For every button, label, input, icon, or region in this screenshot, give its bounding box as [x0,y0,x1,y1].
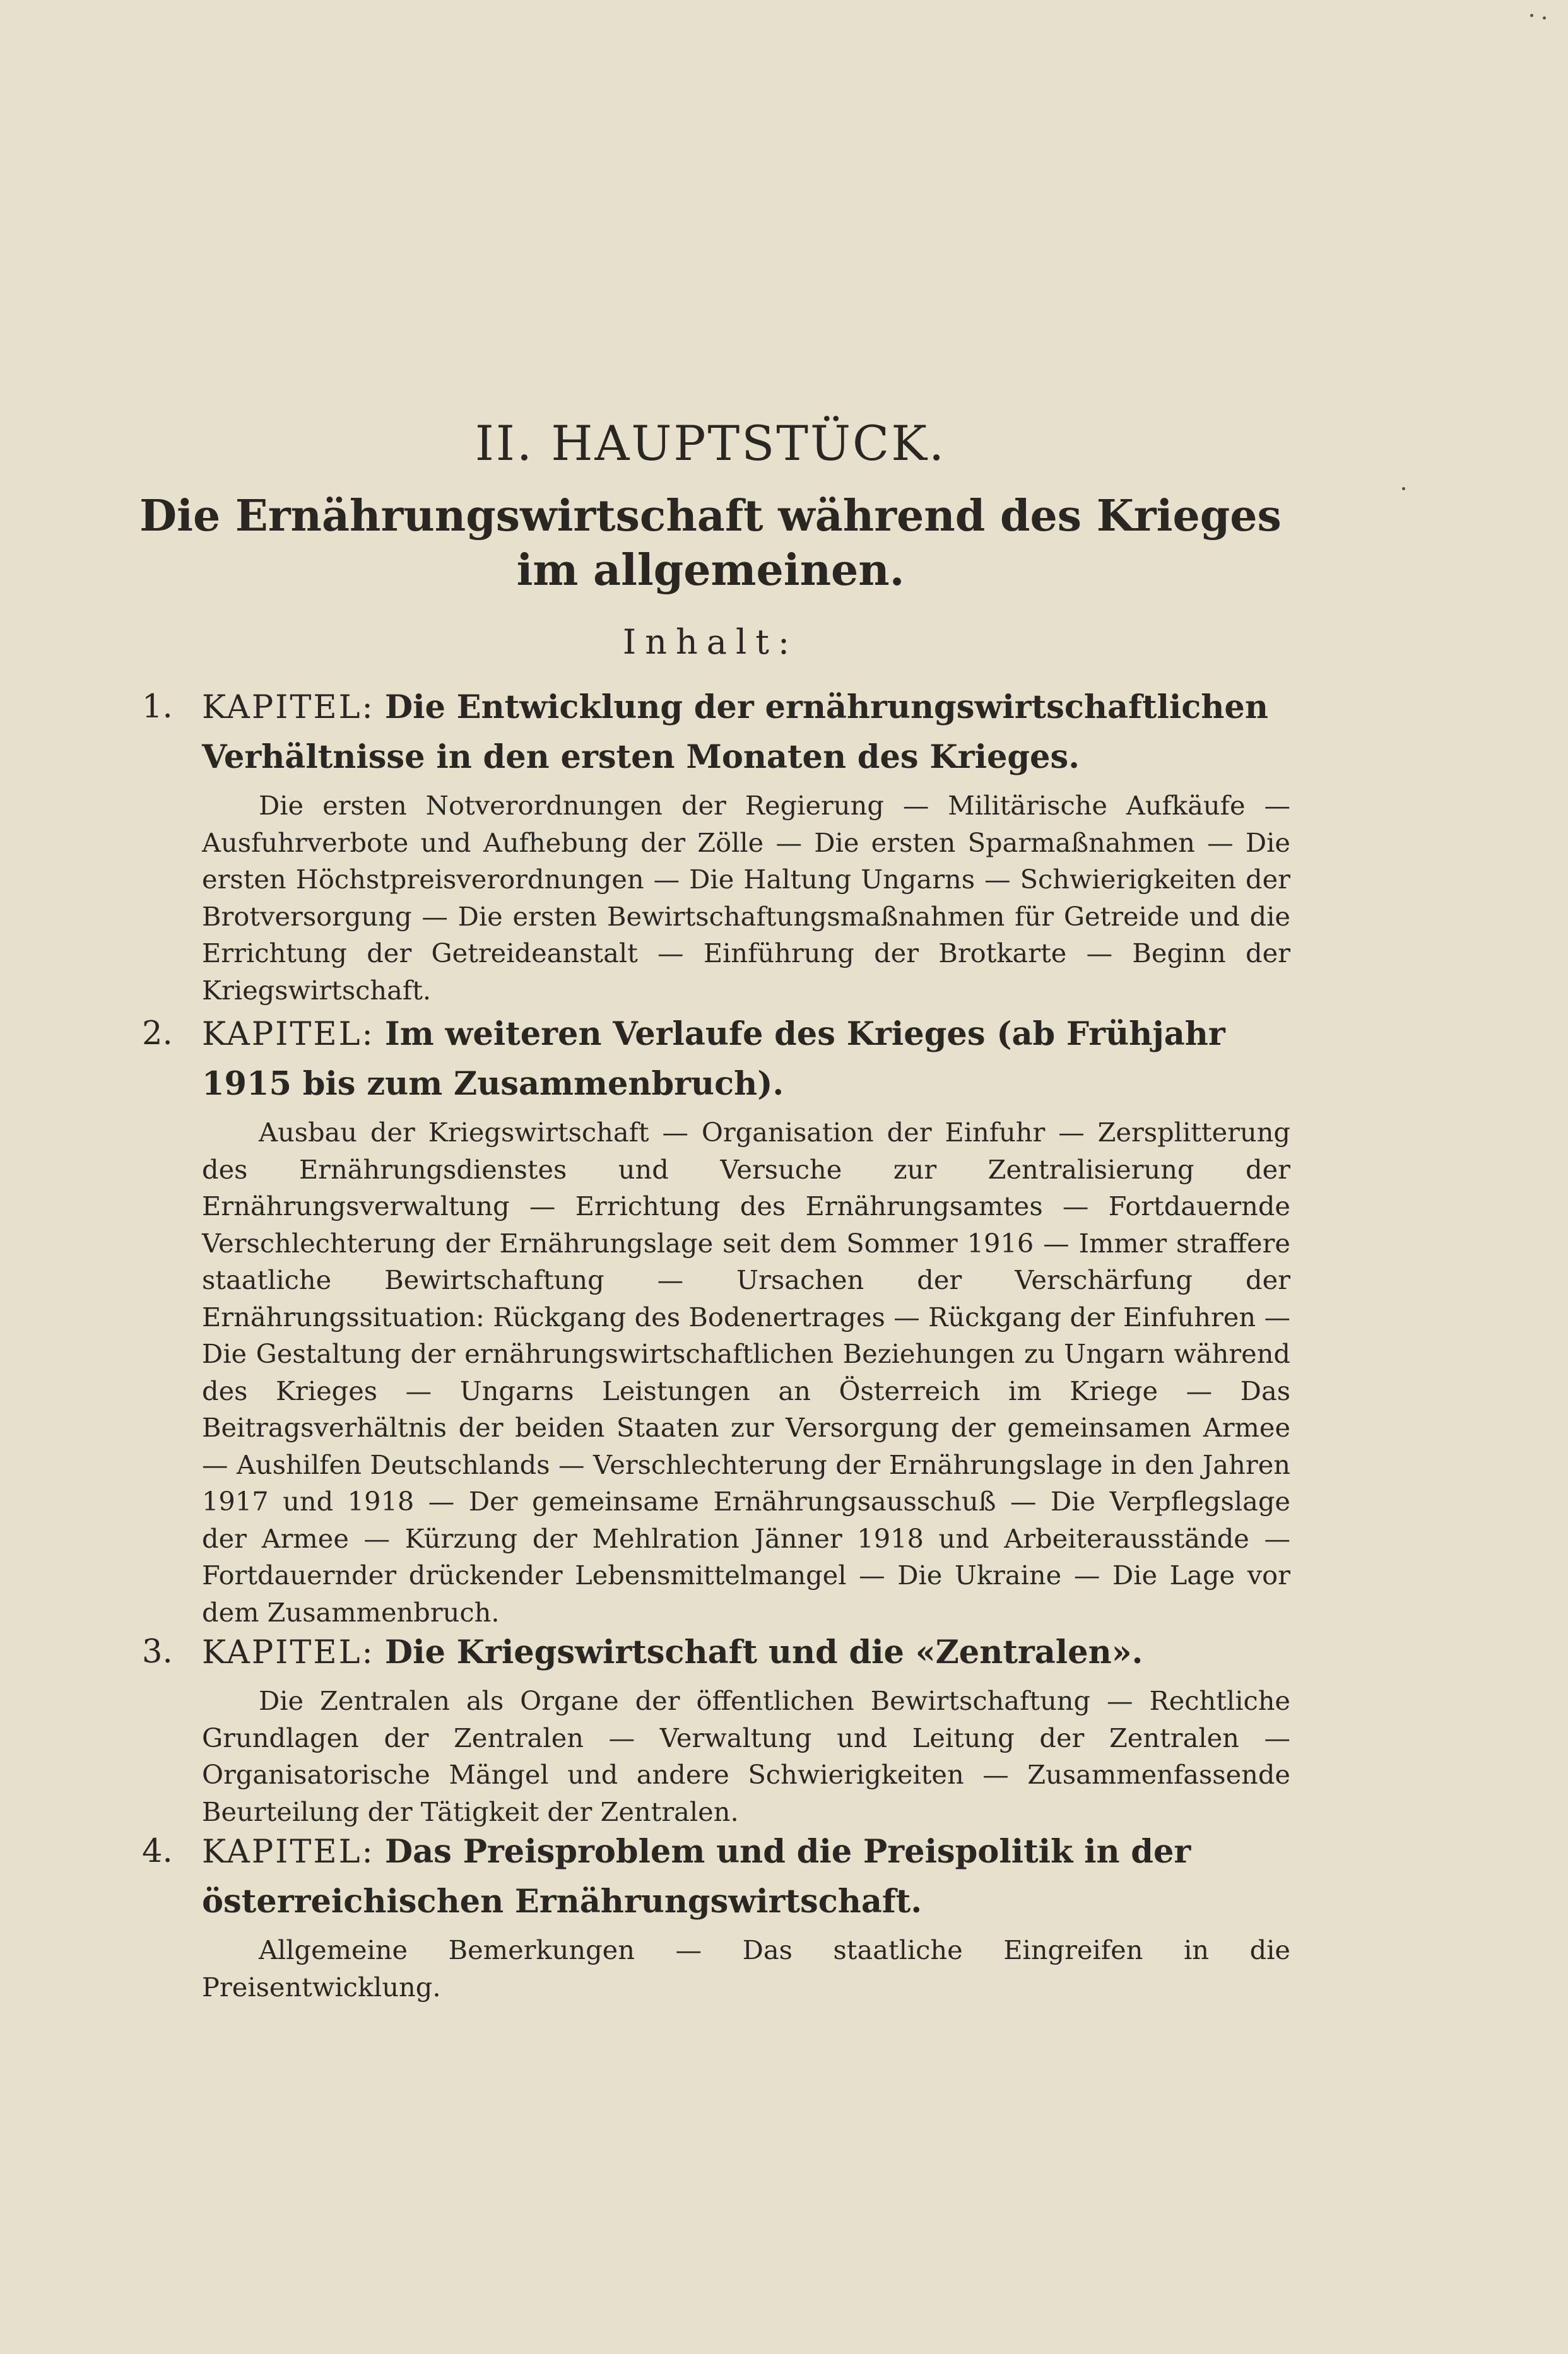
chapter-label: KAPITEL: [202,1016,375,1053]
chapter-label: KAPITEL: [202,689,375,726]
part-heading: II. HAUPTSTÜCK. [475,415,946,471]
chapter-number: 4. [142,1833,173,1870]
chapter-heading [142,683,1290,782]
chapter-entry-1 [142,683,1290,1009]
chapter-title: Die Kriegswirtschaft und die «Zentralen». [384,1633,1143,1671]
subtitle-line-1: Die Ernährungswirtschaft während des Krieges [139,491,1282,541]
chapter-title: Das Preisproblem und die Preispolitik in der österreichischen Ernährungswirtschaft. [202,1833,1191,1921]
chapter-description: Die ersten Notverordnungen der Regierung — Militärische Aufkäufe — Ausfuhrverbote und Aufhebung der Zölle — Die ersten Sparmaßnahmen — Die ersten Höchstpreisverordnungen — Die Haltung Ungarns — Schwierigkeiten der Brotversorgung — Die ersten Bewirtschaftungsmaßnahmen für Getreide und die Errichtung der Getreideanstalt — Einführung der Brotkarte — Beginn der Kriegswirtschaft. [202,790,1290,1006]
chapter-entry-2 [142,1009,1290,1631]
chapter-description: Die Zentralen als Organe der öffentlichen Bewirtschaftung — Rechtliche Grundlagen der Zentralen — Verwaltung und Leitung der Zentralen — Organisatorische Mängel und andere Schwierigkeiten — Zusammenfassende Beurteilung der Tätigkeit der Zentralen. [202,1685,1290,1827]
paper-speck [1543,16,1546,20]
chapter-heading [142,1009,1290,1109]
chapter-description: Ausbau der Kriegswirtschaft — Organisation der Einfuhr — Zersplitterung des Ernährungsdienstes und Versuche zur Zentralisierung der Ernährungsverwaltung — Errichtung des Ernährungsamtes — Fortdauernde Verschlechterung der Ernährungslage seit dem Sommer 1916 — Immer straffere staatliche Bewirtschaftung — Ursachen der Verschärfung der Ernährungssituation: Rückgang des Bodenertrages — Rückgang der Einfuhren — Die Gestaltung der ernährungswirtschaftlichen Beziehungen zu Ungarn während des Krieges — Ungarns Leistungen an Österreich im Kriege — Das Beitragsverhältnis der beiden Staaten zur Versorgung der gemeinsamen Armee — Aushilfen Deutschlands — Verschlechterung der Ernährungslage in den Jahren 1917 und 1918 — Der gemeinsame Ernährungsausschuß — Die Verpflegslage der Armee — Kürzung der Mehlration Jänner 1918 und Arbeiterausstände — Fortdauernder drückender Lebensmittelmangel — Die Ukraine — Die Lage vor dem Zusammenbruch. [202,1117,1290,1628]
subtitle-line-2: im allgemeinen. [516,545,905,596]
chapter-heading [142,1628,1290,1678]
chapter-label: KAPITEL: [202,1634,375,1671]
chapter-entry-3 [142,1628,1290,1830]
chapter-title: Die Entwicklung der ernährungswirtschaftlichen Verhältnisse in den ersten Monaten des Krieges. [202,688,1268,776]
chapter-heading [142,1827,1290,1927]
chapter-title: Im weiteren Verlaufe des Krieges (ab Frühjahr 1915 bis zum Zusammenbruch). [202,1015,1225,1103]
chapter-number: 2. [142,1015,173,1052]
chapter-entry-4 [142,1827,1290,2006]
chapter-number: 3. [142,1633,173,1671]
paper-speck [1530,14,1533,17]
chapter-label: KAPITEL: [202,1833,375,1871]
chapter-number: 1. [142,688,173,726]
paper-speck [1402,487,1405,490]
part-subtitle [0,489,1421,597]
chapter-description: Allgemeine Bemerkungen — Das staatliche Eingreifen in die Preisentwicklung. [202,1934,1290,2003]
contents-label: Inhalt: [622,622,799,662]
